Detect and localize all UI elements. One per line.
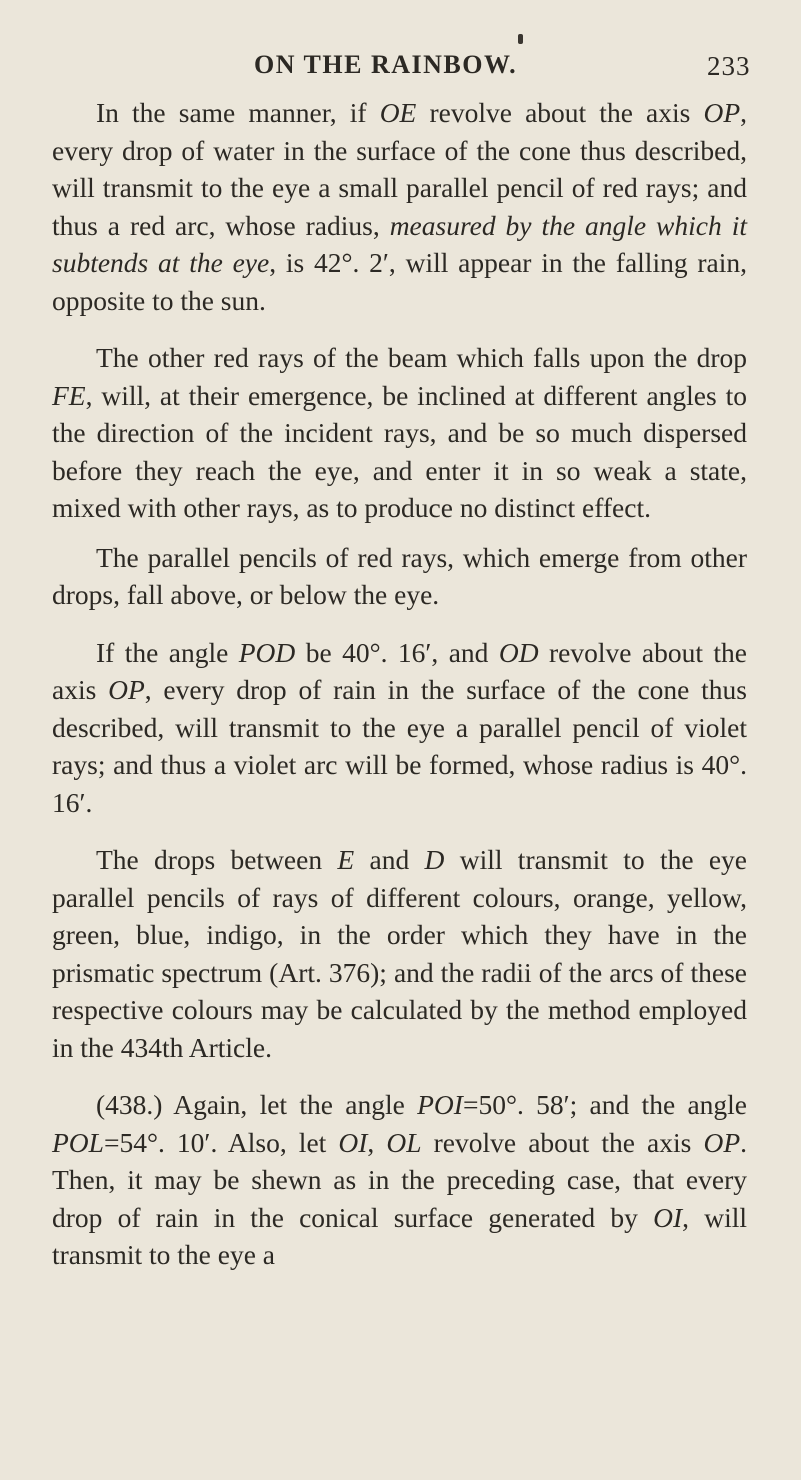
paragraph: [52, 841, 747, 1066]
italic-run: OD: [498, 636, 539, 668]
text-run: , is 42°. 2′, will appear in the falling rain, opposite to the sun.: [52, 247, 747, 316]
text-run: revolve about the axis: [416, 97, 704, 128]
text-run: , every drop of water in the surface of the cone thus described, will transmit to the eye a small parallel pencil of red rays; and thus a red arc, whose radius,: [52, 97, 747, 241]
text-run: revolve about the axis: [52, 636, 748, 705]
paragraph: [52, 94, 747, 319]
italic-run: OL: [386, 1126, 422, 1158]
text-run: and: [354, 844, 425, 875]
text-run: ,: [367, 1126, 387, 1158]
text-run: . Then, it may be shewn as in the preceding case, that every drop of rain in the conical surface generated by: [52, 1126, 747, 1233]
text-run: =54°. 10′. Also, let: [103, 1126, 339, 1158]
page-number: 233: [707, 51, 751, 81]
text-run: , will transmit to the eye a: [52, 1201, 748, 1270]
paragraph: [52, 1086, 747, 1274]
ink-speck: [518, 34, 523, 44]
italic-run: POI: [417, 1089, 463, 1120]
italic-run: OP: [703, 1126, 741, 1158]
text-run: be 40°. 16′, and: [295, 636, 499, 668]
text-run: The parallel pencils of red rays, which emerge from other drops, fall above, or below the eye.: [52, 541, 747, 610]
running-head: [0, 46, 801, 86]
text-run: will transmit to the eye parallel pencils of rays of different colours, orange, yellow, green, blue, indigo, in the order which they have in the prismatic spectrum (Art. 376); and the radii of the arcs of these respective colours may be calculated by the method employed in the 434th Article.: [52, 844, 748, 1063]
italic-run: OE: [379, 97, 417, 128]
italic-run: D: [424, 844, 445, 875]
paragraph: [52, 339, 747, 527]
text-run: In the same manner, if: [96, 97, 380, 128]
paragraph: [52, 539, 747, 614]
text-run: , will, at their emergence, be inclined at different angles to the direction of the incident rays, and be so much dispersed before they reach the eye, and enter it in so weak a state, mixed with other rays, as to produce no distinct effect.: [52, 379, 747, 523]
body-text: [52, 94, 747, 1274]
italic-run: measured by the angle which it subtends at the eye: [52, 209, 747, 278]
text-run: If the angle: [96, 636, 239, 668]
running-title: ON THE RAINBOW.: [254, 50, 518, 79]
italic-run: POD: [238, 636, 296, 668]
text-run: , every drop of rain in the surface of the cone thus described, will transmit to the eye a parallel pencil of violet rays; and thus a violet arc will be formed, whose radius is 40°. 16′.: [52, 674, 747, 818]
italic-run: OP: [108, 674, 145, 705]
text-run: revolve about the axis: [421, 1126, 704, 1158]
text-run: The drops between: [96, 844, 338, 875]
text-run: The other red rays of the beam which falls upon the drop: [96, 342, 747, 373]
italic-run: POL: [52, 1126, 104, 1158]
paragraph: [52, 634, 747, 822]
text-run: =50°. 58′; and the angle: [462, 1089, 747, 1120]
italic-run: OI: [338, 1126, 368, 1158]
italic-run: OP: [703, 97, 741, 128]
italic-run: FE: [52, 379, 86, 411]
italic-run: OI: [653, 1201, 683, 1233]
text-run: (438.) Again, let the angle: [96, 1089, 418, 1120]
italic-run: E: [337, 844, 355, 875]
